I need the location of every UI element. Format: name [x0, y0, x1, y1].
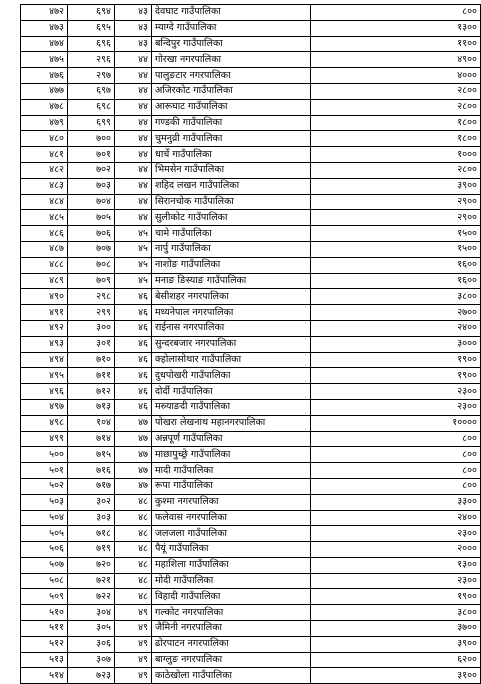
table-row — [21, 573, 481, 589]
municipality-name-cell: भिमसेन गाउँपालिका — [152, 162, 311, 178]
district-number-cell: ४६ — [115, 352, 152, 368]
table-row — [21, 99, 481, 115]
amount-cell: १५०० — [311, 226, 481, 242]
municipality-name-cell: गण्डकी गाउँपालिका — [152, 115, 311, 131]
serial-number-cell: ५१४ — [21, 668, 68, 684]
amount-cell: २८०० — [311, 83, 481, 99]
district-number-cell: ४५ — [115, 273, 152, 289]
district-number-cell: ४८ — [115, 494, 152, 510]
code-cell: ७१२ — [68, 384, 115, 400]
amount-cell: १५०० — [311, 241, 481, 257]
code-cell: ३०२ — [68, 494, 115, 510]
district-number-cell: ४६ — [115, 368, 152, 384]
table-row — [21, 52, 481, 68]
amount-cell: १८०० — [311, 115, 481, 131]
code-cell: ७०७ — [68, 241, 115, 257]
district-number-cell: ४६ — [115, 320, 152, 336]
serial-number-cell: ४८५ — [21, 210, 68, 226]
municipality-name-cell: पालुङटार नगरपालिका — [152, 68, 311, 84]
district-number-cell: ४४ — [115, 162, 152, 178]
serial-number-cell: ४८१ — [21, 147, 68, 163]
municipality-name-cell: आरूघाट गाउँपालिका — [152, 99, 311, 115]
district-number-cell: ४४ — [115, 178, 152, 194]
table-row — [21, 320, 481, 336]
code-cell: ७१५ — [68, 447, 115, 463]
amount-cell: ३७०० — [311, 621, 481, 637]
code-cell: ७१८ — [68, 526, 115, 542]
code-cell: ३०७ — [68, 652, 115, 668]
table-row — [21, 20, 481, 36]
municipality-name-cell: मध्यनेपाल नगरपालिका — [152, 305, 311, 321]
municipality-name-cell: माछापुच्छ्रे गाउँपालिका — [152, 447, 311, 463]
amount-cell: १९०० — [311, 352, 481, 368]
serial-number-cell: ४७३ — [21, 20, 68, 36]
district-number-cell: ४८ — [115, 573, 152, 589]
amount-cell: १०००० — [311, 415, 481, 431]
amount-cell: ४९०० — [311, 52, 481, 68]
code-cell: ७१० — [68, 352, 115, 368]
amount-cell: २३०० — [311, 399, 481, 415]
district-number-cell: ४८ — [115, 589, 152, 605]
district-number-cell: ४६ — [115, 289, 152, 305]
municipality-name-cell: पैयूं गाउँपालिका — [152, 542, 311, 558]
municipality-name-cell: शहिद लखन गाउँपालिका — [152, 178, 311, 194]
amount-cell: ६२०० — [311, 652, 481, 668]
amount-cell: ८०० — [311, 431, 481, 447]
municipality-name-cell: अन्नपूर्ण गाउँपालिका — [152, 431, 311, 447]
amount-cell: २८०० — [311, 162, 481, 178]
amount-cell: २८०० — [311, 99, 481, 115]
table-row — [21, 652, 481, 668]
amount-cell: २९०० — [311, 194, 481, 210]
table-row — [21, 384, 481, 400]
district-number-cell: ४३ — [115, 20, 152, 36]
municipality-name-cell: दोर्दी गाउँपालिका — [152, 384, 311, 400]
code-cell: ७१४ — [68, 431, 115, 447]
amount-cell: ८०० — [311, 478, 481, 494]
table-row — [21, 478, 481, 494]
table-row — [21, 431, 481, 447]
municipality-name-cell: देवघाट गाउँपालिका — [152, 5, 311, 21]
amount-cell: ८०० — [311, 447, 481, 463]
table-row — [21, 526, 481, 542]
table-row — [21, 605, 481, 621]
code-cell: २९७ — [68, 68, 115, 84]
code-cell: ७२१ — [68, 573, 115, 589]
serial-number-cell: ४९५ — [21, 368, 68, 384]
amount-cell: ३८०० — [311, 289, 481, 305]
table-row — [21, 210, 481, 226]
serial-number-cell: ४९२ — [21, 320, 68, 336]
serial-number-cell: ४९३ — [21, 336, 68, 352]
district-number-cell: ४९ — [115, 621, 152, 637]
amount-cell: १९०० — [311, 589, 481, 605]
serial-number-cell: ५०३ — [21, 494, 68, 510]
serial-number-cell: ५०८ — [21, 573, 68, 589]
table-row — [21, 68, 481, 84]
municipality-name-cell: रूपा गाउँपालिका — [152, 478, 311, 494]
district-number-cell: ४५ — [115, 226, 152, 242]
district-number-cell: ४८ — [115, 510, 152, 526]
amount-cell: ८०० — [311, 463, 481, 479]
amount-cell: १३०० — [311, 557, 481, 573]
district-number-cell: ४८ — [115, 526, 152, 542]
table-row — [21, 226, 481, 242]
serial-number-cell: ४७२ — [21, 5, 68, 21]
code-cell: ६९६ — [68, 36, 115, 52]
serial-number-cell: ४८४ — [21, 194, 68, 210]
serial-number-cell: ५११ — [21, 621, 68, 637]
municipality-name-cell: सुलीकोट गाउँपालिका — [152, 210, 311, 226]
amount-cell: १००० — [311, 147, 481, 163]
table-row — [21, 241, 481, 257]
district-number-cell: ४४ — [115, 68, 152, 84]
code-cell: ३०६ — [68, 636, 115, 652]
district-number-cell: ४९ — [115, 605, 152, 621]
serial-number-cell: ५०५ — [21, 526, 68, 542]
district-number-cell: ४४ — [115, 83, 152, 99]
district-number-cell: ४६ — [115, 384, 152, 400]
table-row — [21, 273, 481, 289]
serial-number-cell: ४७४ — [21, 36, 68, 52]
serial-number-cell: ५०१ — [21, 463, 68, 479]
table-row — [21, 115, 481, 131]
district-number-cell: ४६ — [115, 399, 152, 415]
code-cell: ७१३ — [68, 399, 115, 415]
code-cell: ७०२ — [68, 162, 115, 178]
code-cell: ७०६ — [68, 226, 115, 242]
table-row — [21, 399, 481, 415]
code-cell: १०४ — [68, 415, 115, 431]
table-row — [21, 305, 481, 321]
table-row — [21, 36, 481, 52]
municipality-name-cell: गोरखा नगरपालिका — [152, 52, 311, 68]
municipality-name-cell: मादी गाउँपालिका — [152, 463, 311, 479]
municipality-name-cell: सिरानचोक गाउँपालिका — [152, 194, 311, 210]
district-number-cell: ४४ — [115, 99, 152, 115]
table-row — [21, 494, 481, 510]
amount-cell: २९०० — [311, 210, 481, 226]
municipality-name-cell: काठेखोला गाउँपालिका — [152, 668, 311, 684]
municipality-name-cell: चुमनुव्री गाउँपालिका — [152, 131, 311, 147]
amount-cell: ३३०० — [311, 494, 481, 510]
district-number-cell: ४९ — [115, 668, 152, 684]
code-cell: ६९५ — [68, 20, 115, 36]
amount-cell: २००० — [311, 542, 481, 558]
amount-cell: १९०० — [311, 368, 481, 384]
table-row — [21, 194, 481, 210]
code-cell: ६९७ — [68, 83, 115, 99]
amount-cell: २३०० — [311, 384, 481, 400]
serial-number-cell: ५०९ — [21, 589, 68, 605]
serial-number-cell: ४९० — [21, 289, 68, 305]
code-cell: ७०३ — [68, 178, 115, 194]
district-number-cell: ४४ — [115, 52, 152, 68]
district-number-cell: ४९ — [115, 636, 152, 652]
table-row — [21, 352, 481, 368]
serial-number-cell: ४९४ — [21, 352, 68, 368]
table-row — [21, 131, 481, 147]
code-cell: ७०१ — [68, 147, 115, 163]
serial-number-cell: ४९६ — [21, 384, 68, 400]
table-row — [21, 463, 481, 479]
table-row — [21, 83, 481, 99]
table-row — [21, 336, 481, 352]
municipality-name-cell: जैमिनी नगरपालिका — [152, 621, 311, 637]
amount-cell: १६०० — [311, 273, 481, 289]
municipality-name-cell: महाशिला गाउँपालिका — [152, 557, 311, 573]
amount-cell: १६०० — [311, 257, 481, 273]
code-cell: २९८ — [68, 289, 115, 305]
table-row — [21, 147, 481, 163]
code-cell: ६९८ — [68, 99, 115, 115]
table-row — [21, 178, 481, 194]
table-row — [21, 668, 481, 684]
amount-cell: २३०० — [311, 526, 481, 542]
table-row — [21, 510, 481, 526]
district-number-cell: ४६ — [115, 336, 152, 352]
serial-number-cell: ५१० — [21, 605, 68, 621]
code-cell: ३०३ — [68, 510, 115, 526]
code-cell: ७११ — [68, 368, 115, 384]
code-cell: २९९ — [68, 305, 115, 321]
code-cell: ३०१ — [68, 336, 115, 352]
amount-cell: ३१०० — [311, 668, 481, 684]
table-body — [21, 5, 481, 684]
code-cell: ७१९ — [68, 542, 115, 558]
serial-number-cell: ५१३ — [21, 652, 68, 668]
district-number-cell: ४४ — [115, 194, 152, 210]
municipality-name-cell: मोदी गाउँपालिका — [152, 573, 311, 589]
table-row — [21, 5, 481, 21]
municipality-name-cell: ढोरपाटन नगरपालिका — [152, 636, 311, 652]
municipality-name-cell: बन्दिपुर गाउँपालिका — [152, 36, 311, 52]
table-row — [21, 257, 481, 273]
district-number-cell: ४७ — [115, 415, 152, 431]
municipality-name-cell: बाग्लुङ नगरपालिका — [152, 652, 311, 668]
table-row — [21, 162, 481, 178]
serial-number-cell: ४८८ — [21, 257, 68, 273]
code-cell: ७०० — [68, 131, 115, 147]
municipality-name-cell: गल्कोट नगरपालिका — [152, 605, 311, 621]
serial-number-cell: ५१२ — [21, 636, 68, 652]
municipality-name-cell: मस्र्याङदी गाउँपालिका — [152, 399, 311, 415]
code-cell: ७०४ — [68, 194, 115, 210]
municipality-name-cell: धार्चे गाउँपालिका — [152, 147, 311, 163]
municipality-name-cell: पोखरा लेखनाथ महानगरपालिका — [152, 415, 311, 431]
municipality-name-cell: मनाङ ङिस्याङ गाउँपालिका — [152, 273, 311, 289]
serial-number-cell: ४७७ — [21, 83, 68, 99]
amount-cell: २७०० — [311, 305, 481, 321]
district-number-cell: ४५ — [115, 257, 152, 273]
municipality-name-cell: दुधपोखरी गाउँपालिका — [152, 368, 311, 384]
amount-cell: २४०० — [311, 510, 481, 526]
municipality-name-cell: राईनास नगरपालिका — [152, 320, 311, 336]
amount-cell: ३९०० — [311, 178, 481, 194]
code-cell: ७१६ — [68, 463, 115, 479]
allocation-table — [20, 4, 481, 684]
serial-number-cell: ४९९ — [21, 431, 68, 447]
serial-number-cell: ४९८ — [21, 415, 68, 431]
code-cell: २९६ — [68, 52, 115, 68]
code-cell: ६९९ — [68, 115, 115, 131]
municipality-name-cell: जलजला गाउँपालिका — [152, 526, 311, 542]
serial-number-cell: ५०७ — [21, 557, 68, 573]
serial-number-cell: ४७५ — [21, 52, 68, 68]
district-number-cell: ४४ — [115, 210, 152, 226]
municipality-name-cell: बेसीशहर नगरपालिका — [152, 289, 311, 305]
table-row — [21, 557, 481, 573]
table-row — [21, 368, 481, 384]
amount-cell: १३०० — [311, 20, 481, 36]
code-cell: ७२२ — [68, 589, 115, 605]
municipality-name-cell: सुन्दरबजार नगरपालिका — [152, 336, 311, 352]
district-number-cell: ४७ — [115, 478, 152, 494]
table-row — [21, 636, 481, 652]
district-number-cell: ४७ — [115, 463, 152, 479]
serial-number-cell: ४८९ — [21, 273, 68, 289]
serial-number-cell: ५०६ — [21, 542, 68, 558]
code-cell: ६९४ — [68, 5, 115, 21]
district-number-cell: ४८ — [115, 557, 152, 573]
municipality-name-cell: नाशोङ गाउँपालिका — [152, 257, 311, 273]
serial-number-cell: ५०४ — [21, 510, 68, 526]
amount-cell: २४०० — [311, 320, 481, 336]
code-cell: ३०० — [68, 320, 115, 336]
amount-cell: ८०० — [311, 5, 481, 21]
serial-number-cell: ४८३ — [21, 178, 68, 194]
code-cell: ७२३ — [68, 668, 115, 684]
district-number-cell: ४३ — [115, 5, 152, 21]
district-number-cell: ४४ — [115, 147, 152, 163]
serial-number-cell: ४८७ — [21, 241, 68, 257]
municipality-name-cell: नार्पु गाउँपालिका — [152, 241, 311, 257]
table-row — [21, 621, 481, 637]
municipality-name-cell: विहादी गाउँपालिका — [152, 589, 311, 605]
municipality-name-cell: क्होलासोथार गाउँपालिका — [152, 352, 311, 368]
table-row — [21, 415, 481, 431]
municipality-name-cell: म्याग्दे गाउँपालिका — [152, 20, 311, 36]
code-cell: ७१७ — [68, 478, 115, 494]
code-cell: ७२० — [68, 557, 115, 573]
serial-number-cell: ४८६ — [21, 226, 68, 242]
municipality-name-cell: फलेवास नगरपालिका — [152, 510, 311, 526]
serial-number-cell: ४९७ — [21, 399, 68, 415]
serial-number-cell: ५०० — [21, 447, 68, 463]
serial-number-cell: ४७६ — [21, 68, 68, 84]
table-row — [21, 542, 481, 558]
district-number-cell: ४५ — [115, 241, 152, 257]
code-cell: ७०९ — [68, 273, 115, 289]
district-number-cell: ४६ — [115, 305, 152, 321]
amount-cell: १८०० — [311, 131, 481, 147]
amount-cell: ३९०० — [311, 636, 481, 652]
amount-cell: ११०० — [311, 36, 481, 52]
amount-cell: २३०० — [311, 573, 481, 589]
district-number-cell: ४७ — [115, 431, 152, 447]
code-cell: ३०५ — [68, 621, 115, 637]
serial-number-cell: ४८० — [21, 131, 68, 147]
code-cell: ७०८ — [68, 257, 115, 273]
serial-number-cell: ४७९ — [21, 115, 68, 131]
municipality-name-cell: अजिरकोट गाउँपालिका — [152, 83, 311, 99]
district-number-cell: ४४ — [115, 115, 152, 131]
amount-cell: ३००० — [311, 336, 481, 352]
district-number-cell: ४४ — [115, 131, 152, 147]
district-number-cell: ४७ — [115, 447, 152, 463]
serial-number-cell: ४८२ — [21, 162, 68, 178]
code-cell: ७०५ — [68, 210, 115, 226]
serial-number-cell: ४७८ — [21, 99, 68, 115]
serial-number-cell: ५०२ — [21, 478, 68, 494]
table-row — [21, 447, 481, 463]
document-page — [20, 4, 477, 684]
municipality-name-cell: कुश्मा नगरपालिका — [152, 494, 311, 510]
municipality-name-cell: चामे गाउँपालिका — [152, 226, 311, 242]
table-row — [21, 289, 481, 305]
amount-cell: ४००० — [311, 68, 481, 84]
amount-cell: ३८०० — [311, 605, 481, 621]
code-cell: ३०४ — [68, 605, 115, 621]
table-row — [21, 589, 481, 605]
district-number-cell: ४८ — [115, 542, 152, 558]
district-number-cell: ४९ — [115, 652, 152, 668]
serial-number-cell: ४९१ — [21, 305, 68, 321]
district-number-cell: ४३ — [115, 36, 152, 52]
